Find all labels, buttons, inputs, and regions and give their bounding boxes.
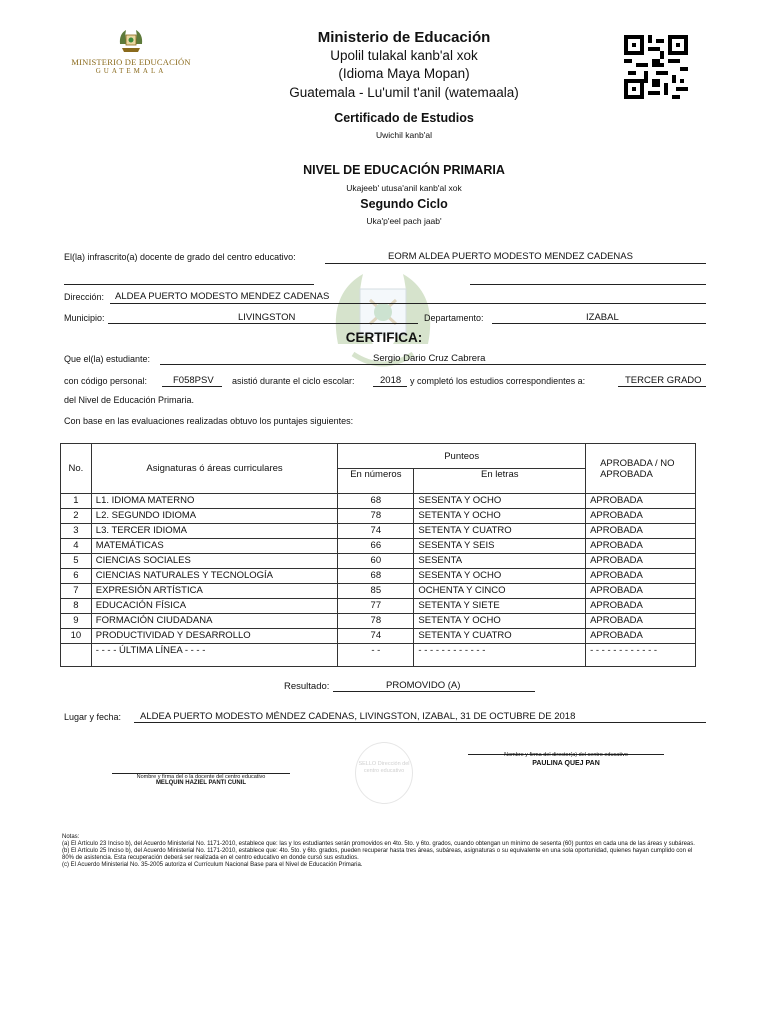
cycle-label: asistió durante el ciclo escolar: [232, 376, 355, 386]
row-score-letters: SESENTA Y SEIS [414, 539, 586, 554]
row-score-number: 78 [338, 509, 414, 524]
last-line-status: - - - - - - - - - - - - [586, 644, 696, 667]
row-number: 5 [61, 554, 92, 569]
municipio-value: LIVINGSTON [238, 312, 296, 323]
blank-line-right [470, 284, 706, 285]
student-name: Sergio Dario Cruz Cabrera [373, 353, 486, 364]
row-score-letters: OCHENTA Y CINCO [414, 584, 586, 599]
row-score-letters: SESENTA [414, 554, 586, 569]
result-value: PROMOVIDO (A) [386, 680, 461, 691]
last-line-text: - - - - ÚLTIMA LÍNEA - - - - [91, 644, 337, 667]
last-line-row [61, 644, 696, 667]
row-score-number: 77 [338, 599, 414, 614]
director-caption: Nombre y firma del director(a) del centro educativo [504, 752, 628, 758]
row-score-letters: SETENTA Y CUATRO [414, 524, 586, 539]
code-line [162, 386, 222, 387]
last-line-letters: - - - - - - - - - - - - [414, 644, 586, 667]
qr-code [624, 34, 688, 100]
notes-title: Notas: [62, 834, 80, 840]
row-subject: EDUCACIÓN FÍSICA [91, 599, 337, 614]
address-label: Dirección: [64, 292, 105, 302]
row-subject: L1. IDIOMA MATERNO [91, 494, 337, 509]
row-status: APROBADA [586, 629, 696, 644]
row-number: 6 [61, 569, 92, 584]
table-row [61, 524, 696, 539]
code-label: con código personal: [64, 376, 148, 386]
grade-rows [61, 494, 696, 644]
result-label: Resultado: [284, 681, 330, 692]
row-score-number: 85 [338, 584, 414, 599]
table-row [61, 629, 696, 644]
col-subject: Asignaturas ó áreas curriculares [91, 444, 337, 494]
table-row [61, 584, 696, 599]
row-score-letters: SESENTA Y OCHO [414, 494, 586, 509]
year-value: 2018 [380, 375, 402, 386]
row-status: APROBADA [586, 539, 696, 554]
grade-line [618, 386, 706, 387]
row-score-letters: SESENTA Y OCHO [414, 569, 586, 584]
row-number: 9 [61, 614, 92, 629]
place-label: Lugar y fecha: [64, 712, 122, 722]
certifica-heading: CERTIFICA: [345, 330, 423, 345]
table-row [61, 614, 696, 629]
row-score-number: 60 [338, 554, 414, 569]
place-value: ALDEA PUERTO MODESTO MÉNDEZ CADENAS, LIVINGSTON, IZABAL, 31 DE OCTUBRE DE 2018 [140, 711, 576, 722]
year-line [373, 386, 407, 387]
row-number: 4 [61, 539, 92, 554]
row-score-letters: SETENTA Y OCHO [414, 509, 586, 524]
school-name: EORM ALDEA PUERTO MODESTO MENDEZ CADENAS [388, 251, 633, 262]
row-score-number: 78 [338, 614, 414, 629]
row-number: 1 [61, 494, 92, 509]
row-subject: L3. TERCER IDIOMA [91, 524, 337, 539]
cycle-mopan: Uka'p'eel pach jaab' [366, 216, 442, 226]
cycle-title: Segundo Ciclo [360, 197, 448, 211]
completed-label: y completó los estudios correspondientes a: [410, 376, 586, 386]
level-title: NIVEL DE EDUCACIÓN PRIMARIA [303, 163, 505, 177]
certificate-title: Certificado de Estudios [334, 111, 474, 125]
departamento-value: IZABAL [586, 312, 619, 323]
eval-text: Con base en las evaluaciones realizadas obtuvo los puntajes siguientes: [64, 416, 354, 426]
table-row [61, 554, 696, 569]
ministry-mopan: Upolil tulakal kanb'al xok [330, 48, 478, 63]
row-score-number: 68 [338, 569, 414, 584]
teacher-name: MELQUIN HAZIEL PANTI CUNIL [155, 780, 247, 786]
address-line [110, 303, 706, 304]
row-status: APROBADA [586, 494, 696, 509]
ministry-title: Ministerio de Educación [317, 29, 491, 46]
level-text: del Nivel de Educación Primaria. [64, 395, 195, 405]
code-value: F058PSV [173, 375, 214, 386]
row-subject: CIENCIAS NATURALES Y TECNOLOGÍA [91, 569, 337, 584]
row-score-number: 74 [338, 524, 414, 539]
level-mopan: Ukajeeb' utusa'anil kanb'al xok [346, 183, 462, 193]
row-status: APROBADA [586, 569, 696, 584]
col-numbers: En números [338, 469, 414, 494]
row-score-number: 66 [338, 539, 414, 554]
row-subject: L2. SEGUNDO IDIOMA [91, 509, 337, 524]
row-status: APROBADA [586, 614, 696, 629]
teacher-caption: Nombre y firma del o la docente del centro educativo [136, 774, 266, 780]
notes-block [62, 834, 702, 869]
row-score-number: 74 [338, 629, 414, 644]
row-number: 7 [61, 584, 92, 599]
note-a: (a) El Artículo 23 Inciso b), del Acuerdo Ministerial No. 1171-2010, establece que: las y los estudiantes serán promovidos en 4to. 5to. y 6to. grados, cuando obtengan un mínimo de sesenta (60) puntos en cada una de las áreas y subáreas. [62, 841, 695, 847]
row-score-letters: SETENTA Y CUATRO [414, 629, 586, 644]
row-score-letters: SETENTA Y SIETE [414, 599, 586, 614]
student-line [160, 364, 706, 365]
country-line: Guatemala - Lu'umil t'anil (watemaala) [289, 85, 519, 100]
row-score-letters: SETENTA Y OCHO [414, 614, 586, 629]
row-number: 10 [61, 629, 92, 644]
teacher-label: El(la) infrascrito(a) docente de grado del centro educativo: [64, 252, 296, 262]
table-header-row [61, 444, 696, 469]
blank-line-left [64, 284, 314, 285]
seal-text: SELLO Dirección del centro educativo [358, 761, 410, 774]
coat-of-arms-icon [116, 26, 146, 56]
place-line [134, 722, 706, 723]
row-score-number: 68 [338, 494, 414, 509]
student-label: Que el(la) estudiante: [64, 354, 151, 364]
row-subject: FORMACIÓN CIUDADANA [91, 614, 337, 629]
municipio-label: Municipio: [64, 313, 105, 323]
director-name: PAULINA QUEJ PAN [532, 760, 600, 767]
table-row [61, 569, 696, 584]
col-letters: En letras [414, 469, 586, 494]
logo-text: MINISTERIO DE EDUCACIÓN [71, 57, 191, 67]
col-score: Punteos [338, 444, 586, 469]
row-subject: CIENCIAS SOCIALES [91, 554, 337, 569]
school-seal [355, 742, 413, 804]
note-c: (c) El Acuerdo Ministerial No. 35-2005 autoriza el Currículum Nacional Base para el Nivel de Educación Primaria. [62, 862, 363, 868]
row-number: 2 [61, 509, 92, 524]
row-status: APROBADA [586, 524, 696, 539]
col-status: APROBADA / NO APROBADA [586, 444, 696, 494]
last-line-no [61, 644, 92, 667]
logo-subtext: GUATEMALA [95, 67, 167, 75]
row-number: 3 [61, 524, 92, 539]
ministry-logo [70, 26, 192, 86]
departamento-label: Departamento: [424, 313, 484, 323]
grades-table [60, 443, 696, 667]
departamento-line [492, 323, 706, 324]
address-value: ALDEA PUERTO MODESTO MENDEZ CADENAS [115, 291, 330, 302]
result-line [333, 691, 535, 692]
table-row [61, 509, 696, 524]
row-number: 8 [61, 599, 92, 614]
certificate-title-mopan: Uwichil kanb'al [376, 130, 432, 140]
col-no: No. [61, 444, 92, 494]
municipio-line [108, 323, 418, 324]
row-status: APROBADA [586, 584, 696, 599]
row-subject: EXPRESIÓN ARTÍSTICA [91, 584, 337, 599]
row-subject: PRODUCTIVIDAD Y DESARROLLO [91, 629, 337, 644]
row-subject: MATEMÁTICAS [91, 539, 337, 554]
language-note: (Idioma Maya Mopan) [338, 66, 470, 81]
table-row [61, 539, 696, 554]
watermark-emblem-icon [318, 264, 448, 384]
row-status: APROBADA [586, 599, 696, 614]
last-line-num: - - [338, 644, 414, 667]
school-line [325, 263, 706, 264]
note-b: (b) El Artículo 25 Inciso b), del Acuerdo Ministerial No. 1171-2010, establece que: 4to. 5to. y 6to. grados, pueden recuperar hasta tres áreas, subáreas, asignaturas o su equivalente en una sola oportunidad, quienes hayan cumplido con el 80% de asistencia. Esta recuperación deberá ser realizada en el centro educativo en donde cursó sus estudios. [62, 848, 693, 861]
row-status: APROBADA [586, 509, 696, 524]
row-status: APROBADA [586, 554, 696, 569]
grade-value: TERCER GRADO [625, 375, 702, 386]
table-row [61, 494, 696, 509]
table-row [61, 599, 696, 614]
